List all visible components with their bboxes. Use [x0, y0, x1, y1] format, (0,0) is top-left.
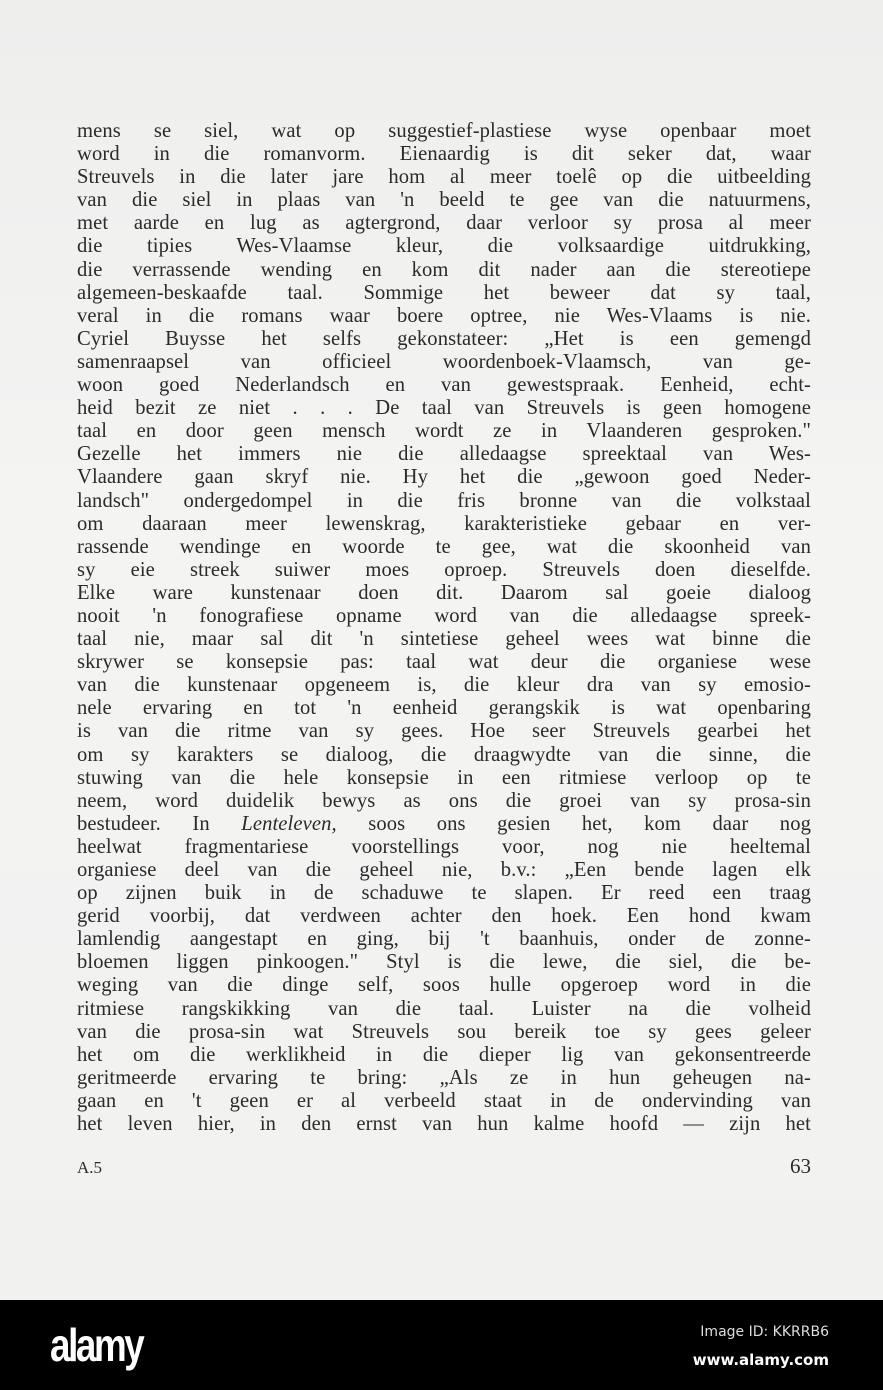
text-line: heid bezit ze niet . . . De taal van Streuvels is geen homogene	[77, 397, 811, 420]
text-line: die verrassende wending en kom dit nader aan die stereotiepe	[77, 258, 811, 281]
text-line: word in die romanvorm. Eienaardig is dit seker dat, waar	[77, 143, 811, 166]
italic-title: Lenteleven,	[241, 812, 337, 835]
text-line: organiese deel van die geheel nie, b.v.: „Een bende lagen elk	[77, 859, 811, 881]
text-line: rassende wendinge en woorde te gee, wat die skoonheid van	[77, 535, 811, 558]
text-line: bloemen liggen pinkoogen." Styl is die lewe, die siel, die be-	[77, 951, 811, 974]
text-line: lamlendig aangestapt en ging, bij 't baanhuis, onder de zonne-	[77, 928, 811, 951]
text-line: stuwing van die hele konsepsie in een ritmiese verloop op te	[77, 766, 811, 789]
text-line: is van die ritme van sy gees. Hoe seer Streuvels gearbei het	[77, 720, 811, 743]
website-link: www.alamy.com	[692, 1351, 829, 1369]
text-line: om sy karakters se dialoog, die draagwydte van die sinne, die	[77, 743, 811, 766]
text-line: gerid voorbij, dat verdween achter den hoek. Een hond kwam	[77, 905, 811, 928]
text-line: taal en door geen mensch wordt ze in Vlaanderen gesproken."	[77, 420, 811, 443]
text-line: neem, word duidelik bewys as ons die groei van sy prosa-sin	[77, 789, 811, 812]
alamy-logo: alamy	[50, 1319, 143, 1371]
text-line: om daaraan meer lewenskrag, karakteristieke gebaar en ver-	[77, 512, 811, 535]
text-segment: bestudeer. In	[77, 812, 242, 835]
text-line: samenraapsel van officieel woordenboek-Vlaamsch, van ge-	[77, 350, 811, 373]
watermark-band	[0, 1300, 883, 1390]
text-line: nele ervaring en tot 'n eenheid gerangskik is wat openbaring	[77, 697, 811, 720]
text-line: het leven hier, in den ernst van hun kalme hoofd — zijn het	[77, 1113, 811, 1136]
text-line: veral in die romans waar boere optree, nie Wes-Vlaams is nie.	[77, 304, 811, 327]
text-line: het om die werklikheid in die dieper lig van gekonsentreerde	[77, 1043, 811, 1066]
text-line: op zijnen buik in de schaduwe te slapen. Er reed een traag	[77, 882, 811, 905]
text-line: van die kunstenaar opgeneem is, die kleur dra van sy emosio-	[77, 674, 811, 697]
text-segment: soos ons gesien het, kom daar nog	[336, 812, 811, 835]
text-line: van die prosa-sin wat Streuvels sou bereik toe sy gees geleer	[77, 1020, 811, 1043]
text-line: algemeen-beskaafde taal. Sommige het beweer dat sy taal,	[77, 281, 811, 304]
text-line: heelwat fragmentariese voorstellings voor, nog nie heeltemal	[77, 835, 811, 858]
text-line: woon goed Nederlandsch en van gewestspraak. Eenheid, echt-	[77, 374, 811, 397]
text-line: Vlaandere gaan skryf nie. Hy het die „gewoon goed Neder-	[77, 466, 811, 489]
text-line: met aarde en lug as agtergrond, daar verloor sy prosa al meer	[77, 212, 811, 235]
body-text	[77, 120, 811, 1136]
text-line: nooit 'n fonografiese opname word van die alledaagse spreek-	[77, 604, 811, 627]
text-line: Cyriel Buysse het selfs gekonstateer: „Het is een gemengd	[77, 327, 811, 350]
signature-mark: A.5	[77, 1158, 103, 1177]
text-line: taal nie, maar sal dit 'n sintetiese geheel wees wat binne die	[77, 628, 811, 651]
text-line	[77, 813, 811, 836]
text-line: Streuvels in die later jare hom al meer toelê op die uitbeelding	[77, 166, 811, 189]
text-line: Gezelle het immers nie die alledaagse spreektaal van Wes-	[77, 443, 811, 466]
text-line: gaan en 't geen er al verbeeld staat in de ondervinding van	[77, 1089, 811, 1112]
text-line: landsch" ondergedompel in die fris bronne van die volkstaal	[77, 489, 811, 512]
text-line: van die siel in plaas van 'n beeld te gee van die natuurmens,	[77, 189, 811, 212]
text-line: sy eie streek suiwer moes oproep. Streuvels doen dieselfde.	[77, 558, 811, 581]
image-id: Image ID: KKRRB6	[700, 1324, 829, 1340]
text-line: skrywer se konsepsie pas: taal wat deur die organiese wese	[77, 651, 811, 674]
text-line: mens se siel, wat op suggestief-plastiese wyse openbaar moet	[77, 120, 811, 142]
text-line: weging van die dinge self, soos hulle opgeroep word in die	[77, 974, 811, 997]
page-number: 63	[790, 1154, 811, 1178]
text-line: Elke ware kunstenaar doen dit. Daarom sal goeie dialoog	[77, 581, 811, 604]
text-line: die tipies Wes-Vlaamse kleur, die volksaardige uitdrukking,	[77, 235, 811, 258]
text-line: geritmeerde ervaring te bring: „Als ze in hun geheugen na-	[77, 1066, 811, 1089]
text-line: ritmiese rangskikking van die taal. Luister na die volheid	[77, 997, 811, 1020]
